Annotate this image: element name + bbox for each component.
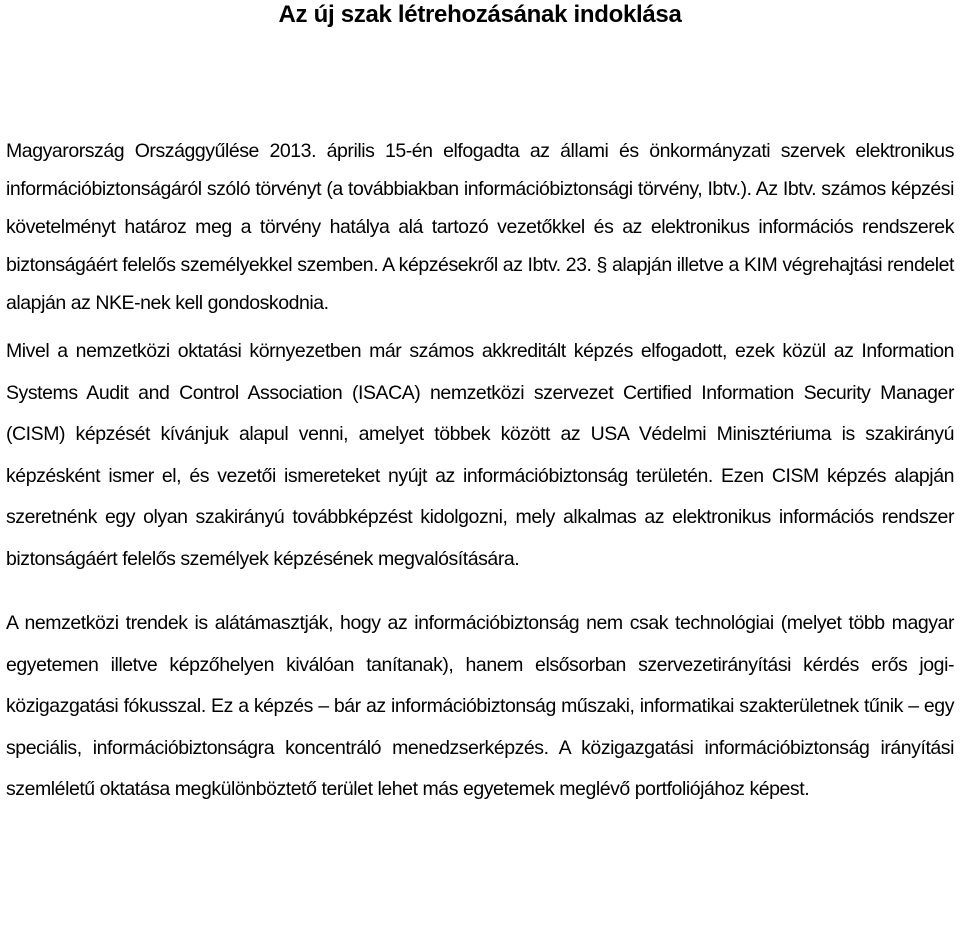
document-page (6, 0, 954, 811)
paragraph-ibtv: Magyarország Országgyűlése 2013. április 15-én elfogadta az állami és önkormányzati szervek elektronikus információbiztonságáról szóló törvényt (a továbbiakban információbiztonsági törvény, Ibtv.). Az Ibtv. számos képzési követelményt határoz meg a törvény hatálya alá tartozó vezetőkkel és az elektronikus információs rendszerek biztonságáért felelős személyekkel szemben. A képzésekről az Ibtv. 23. § alapján illetve a KIM végrehajtási rendelet alapján az NKE-nek kell gondoskodnia. (6, 140, 954, 314)
paragraph-cism: Mivel a nemzetközi oktatási környezetben már számos akkreditált képzés elfogadott, ezek közül az Information Systems Audit and Control Association (ISACA) nemzetközi szervezet Certified Information Security Manager (CISM) képzését kívánjuk alapul venni, amelyet többek között az USA Védelmi Minisztériuma is szakirányú képzésként ismer el, és vezetői ismereteket nyújt az információbiztonság területén. Ezen CISM képzés alapján szeretnénk egy olyan szakirányú továbbképzést kidolgozni, mely alkalmas az elektronikus információs rendszer biztonságáért felelős személyek képzésének megvalósítására. (6, 340, 954, 570)
spacer (6, 41, 954, 132)
spacer (6, 322, 954, 331)
paragraph-trends: A nemzetközi trendek is alátámasztják, hogy az információbiztonság nem csak technológiai (melyet több magyar egyetemen illetve képzőhelyen kiválóan tanítanak), hanem elsősorban szervezetirányítási kérdés erős jogi-közigazgatási fókusszal. Ez a képzés – bár az információbiztonság műszaki, informatikai szakterületnek tűnik – egy speciális, információbiztonságra koncentráló menedzserképzés. A közigazgatási információbiztonság irányítási szemléletű oktatása megkülönböztető terület lehet más egyetemek meglévő portfoliójához képest. (6, 612, 954, 800)
spacer (6, 580, 954, 603)
document-title: Az új szak létrehozásának indoklása (278, 1, 682, 28)
